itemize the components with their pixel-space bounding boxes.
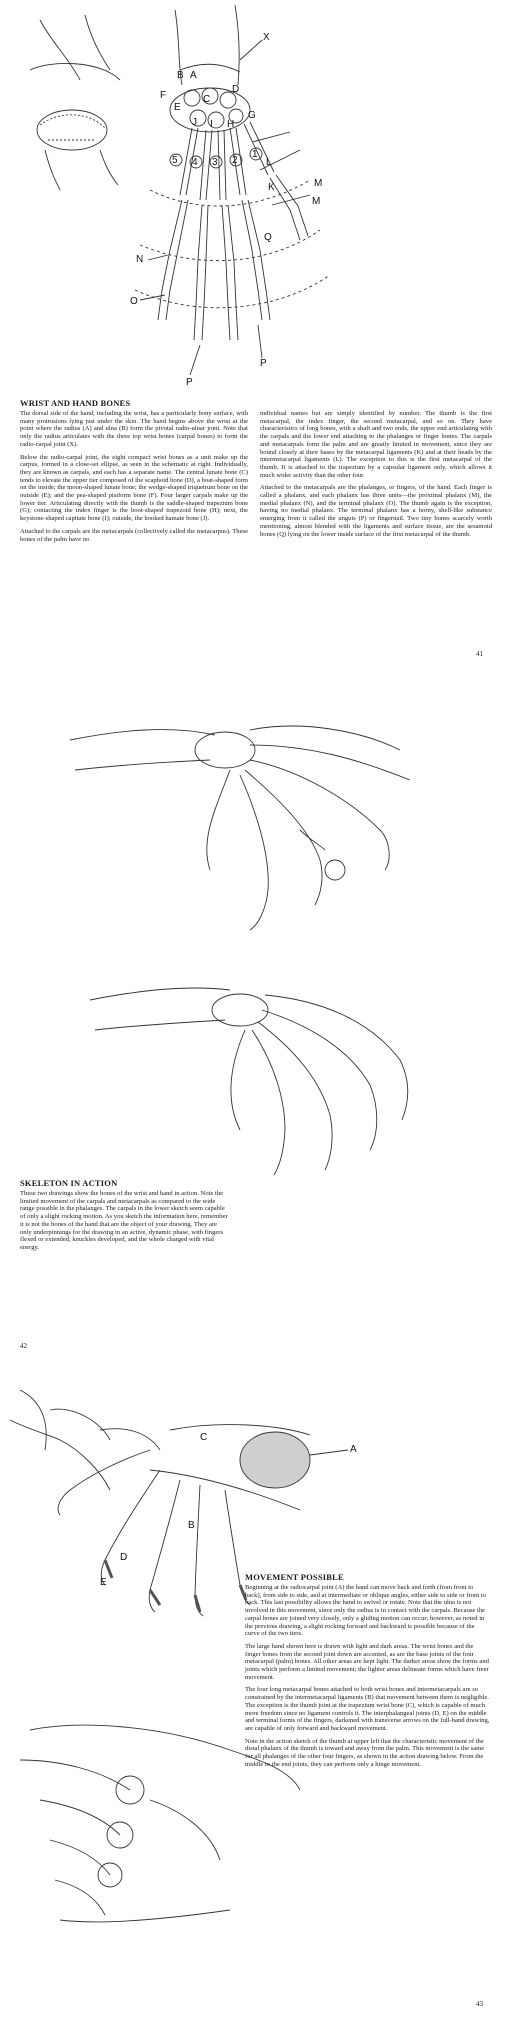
paragraph: The four long metacarpal bones attached to both wrist bones and intermetacarpals are so constrained by the intermetacarpal ligaments (B) that movement between them is negligible. The exception is the thumb joint at the trapezium wrist bone (C), which is capable of much more freedom since no ligament controls it. The interphalangeal joints (D, E) on the middle and terminal forms of the fingers, darkened with transverse arrows on the full-hand drawing, are capable of only forward and backward movement. — [245, 1686, 490, 1732]
label-o-1: O — [130, 296, 138, 307]
label-n2: 2 — [232, 155, 238, 166]
label-a: A — [350, 1444, 357, 1455]
label-e: E — [100, 1577, 107, 1588]
label-p-1: P — [186, 377, 193, 388]
page-42 — [0, 690, 512, 1380]
label-d: D — [232, 84, 240, 95]
label-d: D — [120, 1552, 128, 1563]
label-k: K — [268, 182, 275, 193]
page-43 — [0, 1380, 512, 2021]
heading-movement-possible: MOVEMENT POSSIBLE — [245, 1572, 344, 1582]
label-m-2: M — [312, 196, 321, 207]
label-n1: 1 — [252, 149, 258, 160]
label-b: B — [188, 1520, 195, 1531]
heading-skeleton-in-action: SKELETON IN ACTION — [20, 1178, 118, 1188]
label-n5: 5 — [172, 155, 178, 166]
heading-wrist-and-hand-bones: WRIST AND HAND BONES — [20, 398, 131, 408]
column-1 — [20, 410, 248, 548]
paragraph: Attached to the metacarpals are the phalanges, or fingers, of the hand. Each finger is called a phalanx, and each phalanx has three units—the proximal phalanx (M), the medial phalanx (N), and the terminal phalanx (O). The thumb again is the exception, having no medial phalanx. The terminal phalanx has a horny, shell-like substance emerging from it called the unguis (P) or fingernail. Two tiny bones scarcely worth mentioning, almost blended with the ligaments and surface tissue, are the sesamoid bones (Q) lying on the lower inside surface of the first metacarpal of the thumb. — [260, 484, 492, 538]
label-f: F — [160, 90, 167, 101]
label-a: A — [190, 70, 197, 81]
label-l: L — [266, 157, 272, 168]
paragraph: Below the radio-carpal joint, the eight compact wrist bones as a unit make up the carpus, formed in a close-set ellipse, as seen in the schematic at right. Individually, they are known as carpals, and each has a separate name. The central lunate bone (C) tends to elevate the upper tier composed of the scaphoid bone (D), a boat-shaped form on the inside; the moon-shaped lunate bone; the wedge-shaped triquetrum bone on the outside (E); and the pea-shaped pisiform bone (F). Four larger carpals make up the lower tier. Articulating directly with the thumb is the saddle-shaped trapezium bone (G); contacting the index finger is the boot-shaped trapezoid bone (H); next, the keystone-shaped capitate bone (I); outside, the hooked hamate bone (J). — [20, 453, 248, 523]
label-q: Q — [264, 232, 272, 243]
movement-possible-body — [245, 1584, 490, 1773]
page-41 — [0, 0, 512, 690]
label-x: X — [263, 32, 270, 43]
page-number: 42 — [20, 1342, 27, 1350]
paragraph: individual names but are simply identified by number. The thumb is the first metacarpal, the index finger, the second metacarpal, and so on. They have characteristics of long bones, with a shaft and two ends, the upper end articulating with the carpals and the lower end attaching to the phalanges or finger bones. The carpals and metacarpals form the palm and are greatly limited in movement, since they are bound closely at their bases by the metacarpal ligaments (K) and at their heads by the intermetacarpal ligaments (L). The exception to this is the first metacarpal of the thumb. It is attached to the trapezium by a capsular ligament only, which allows it much wider activity than the other four. — [260, 410, 492, 479]
skeleton-action-lower-illustration — [0, 970, 512, 1190]
wrist-hand-bones-illustration — [0, 0, 512, 400]
label-g: G — [248, 110, 256, 121]
skeleton-action-upper-illustration — [0, 690, 512, 970]
paragraph: The dorsal side of the hand, including the wrist, has a particularly bony surface, with many protrusions lying just under the skin. The hand begins above the wrist at the point where the radius (A) and ulna (B) form the pivotal radio-ulnar joint. Note that only the radius articulates with the three top wrist bones (carpal bones) to form the radio-carpal joint (X). — [20, 410, 248, 448]
skeleton-in-action-body: These two drawings show the bones of the wrist and hand in action. Note the limited movement of the carpals and metacarpals as compared to the wide range possible in the phalanges. The carpals in the lower sketch seem capable of only a slight rocking motion. As you sketch the information here, remember it is not the bones of the hand that are the object of your drawing. They are only underpinnings for the drawing in an active, dynamic phase, with fingers flexed or extended, knuckles developed, and the whole charged with vital energy. — [20, 1190, 228, 1251]
page-number: 41 — [476, 650, 483, 658]
label-c: C — [203, 94, 211, 105]
label-e: E — [174, 102, 181, 113]
page-number: 43 — [476, 2000, 483, 2008]
label-c: C — [200, 1432, 208, 1443]
paragraph: The large hand shown here is drawn with light and dark areas. The wrist bones and the finger bones from the second joint down are accented, as are the base joints of the four metacarpal (palm) bones. All other areas are kept light. The darker areas show the forms and joints which perform a limited movement; the lighter areas delineate forms which have freer movement. — [245, 1642, 489, 1681]
label-n-1: N — [136, 254, 144, 265]
paragraph: Note in the action sketch of the thumb at upper left that the characteristic movement of the distal phalanx of the thumb is toward and away from the palm. This movement is the same for all phalanges of the other four fingers, as shown in the action drawing below. From the middle to the end joints, they can perform only a hinge movement. — [245, 1737, 485, 1768]
label-h: H — [227, 119, 235, 130]
label-m-1: M — [314, 178, 323, 189]
paragraph: Beginning at the radiocarpal joint (A) the hand can move back and forth (from front to back), from side to side, and at intermediate or oblique angles, either side to side or front to back. This last possibility allows the hand to swivel or rotate. Note that the ulna is not involved in this movement, since only the radius is in contact with the carpals. Because the carpal bones are joined very closely, only a gliding motion can occur; however, as noted in the previous drawing, a slight rocking forward and backward is possible because of the curve of the two tiers. — [245, 1584, 486, 1638]
paragraph: Attached to the carpals are the metacarpals (collectively called the metacarpus). These bones of the palm have no — [20, 527, 248, 543]
label-j: J — [192, 117, 197, 128]
label-i: I — [210, 119, 213, 130]
column-2 — [260, 410, 492, 543]
label-n4: 4 — [192, 157, 198, 168]
label-p-2: P — [260, 358, 267, 369]
label-n3: 3 — [212, 157, 218, 168]
label-b: B — [177, 70, 184, 81]
